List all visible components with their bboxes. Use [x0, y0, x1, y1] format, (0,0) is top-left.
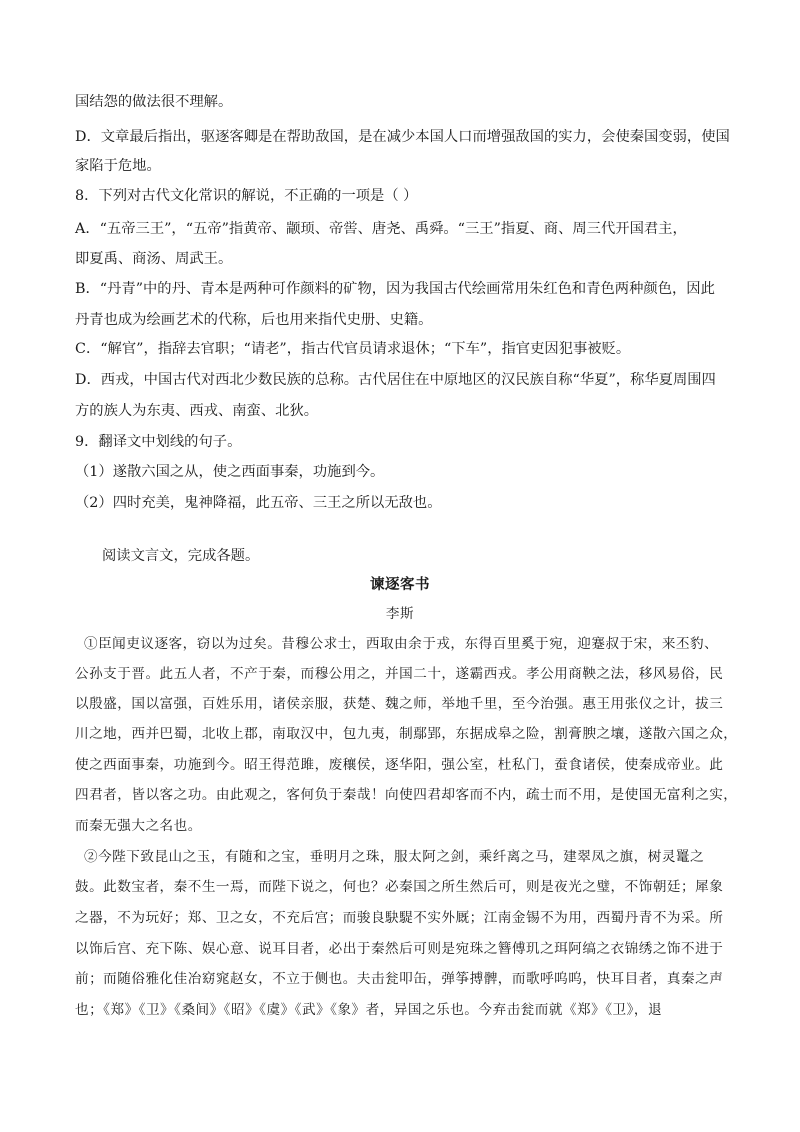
passage-line: 四君者，皆以客之功。由此观之，客何负于秦哉！向使四君却客而不内，疏士而不用，是使国无富利之实， [75, 787, 738, 803]
text-line: 方的族人为东夷、西戎、南蛮、北狄。 [75, 403, 319, 419]
reading-instruction: 阅读文言文，完成各题。 [102, 548, 260, 564]
sub-question-1: （1）遂散六国之从，使之西面事秦，功施到今。 [75, 464, 385, 480]
option-c-line: C．“解官”，指辞去官职；“请老”，指古代官员请求退休；“下车”，指官吏因犯事被贬。 [75, 341, 631, 357]
passage-line: 使之西面事秦，功施到今。昭王得范雎，废穰侯，逐华阳，强公室，杜私门，蚕食诸侯，使秦成帝业。此 [75, 757, 724, 773]
passage-line: 之器，不为玩好；郑、卫之女，不充后宫；而骏良駃騠不实外厩；江南金锡不为用，西蜀丹青不为采。所 [75, 910, 724, 926]
passage-line: 公孙支于晋。此五人者，不产于秦，而穆公用之，并国二十，遂霸西戎。孝公用商鞅之法，移风易俗，民 [75, 666, 724, 682]
option-d-line: D．西戎，中国古代对西北少数民族的总称。古代居住在中原地区的汉民族自称“华夏”，称华夏周围四 [75, 372, 716, 388]
text-line: 家陷于危地。 [75, 158, 161, 174]
text-line: 丹青也成为绘画艺术的代称，后也用来指代史册、史籍。 [75, 312, 433, 328]
question-8: 8．下列对古代文化常识的解说，不正确的一项是（ ） [75, 188, 418, 204]
passage-author: 李斯 [385, 606, 415, 622]
passage-line: 也；《郑》《卫》《桑间》《昭》《虞》《武》《象》者，异国之乐也。今弃击瓮而就《郑》《卫》，退 [75, 1002, 663, 1018]
question-9: 9．翻译文中划线的句子。 [75, 434, 242, 450]
text-line: 国结怨的做法很不理解。 [75, 94, 233, 110]
option-a-line: A．“五帝三王”，“五帝”指黄帝、颛顼、帝喾、唐尧、禹舜。“三王”指夏、商、周三代开国君主， [75, 221, 687, 237]
sub-question-2: （2）四时充美，鬼神降福，此五帝、三王之所以无敌也。 [75, 495, 442, 511]
passage-title: 谏逐客书 [370, 576, 430, 593]
passage-line: 以饰后宫、充下陈、娱心意、说耳目者，必出于秦然后可则是宛珠之簪傅玑之珥阿缟之衣锦绣之饰不进于 [75, 941, 724, 957]
passage-line: 前；而随俗雅化佳冶窈窕赵女，不立于侧也。夫击瓮叩缶，弹筝搏髀，而歌呼呜呜，快耳目者，真秦之声 [75, 971, 724, 987]
passage-line: 鼓。此数宝者，秦不生一焉，而陛下说之，何也？必秦国之所生然后可，则是夜光之璧，不饰朝廷；犀象 [75, 879, 724, 895]
passage-line: ①臣闻吏议逐客，窃以为过矣。昔穆公求士，西取由余于戎，东得百里奚于宛，迎蹇叔于宋，来丕豹、 [84, 636, 719, 652]
passage-line: 而秦无强大之名也。 [75, 818, 202, 834]
text-line: 即夏禹、商汤、周武王。 [75, 251, 233, 267]
passage-line: 川之地，西并巴蜀，北收上郡，南取汉中，包九夷，制鄢郢，东据成皋之险，割膏腴之壤，遂散六国之众， [75, 726, 738, 742]
passage-line: ②今陛下致昆山之玉，有随和之宝，垂明月之珠，服太阿之剑，乘纤离之马，建翠凤之旗，树灵鼍之 [84, 849, 705, 865]
option-b-line: B．“丹青”中的丹、青本是两种可作颜料的矿物，因为我国古代绘画常用朱红色和青色两种颜色，因此 [75, 281, 715, 297]
passage-line: 以殷盛，国以富强，百姓乐用，诸侯亲服，获楚、魏之师，举地千里，至今治强。惠王用张仪之计，拔三 [75, 696, 724, 712]
option-d-line: D．文章最后指出，驱逐客卿是在帮助敌国，是在减少本国人口而增强敌国的实力，会使秦国变弱，使国 [75, 129, 730, 145]
